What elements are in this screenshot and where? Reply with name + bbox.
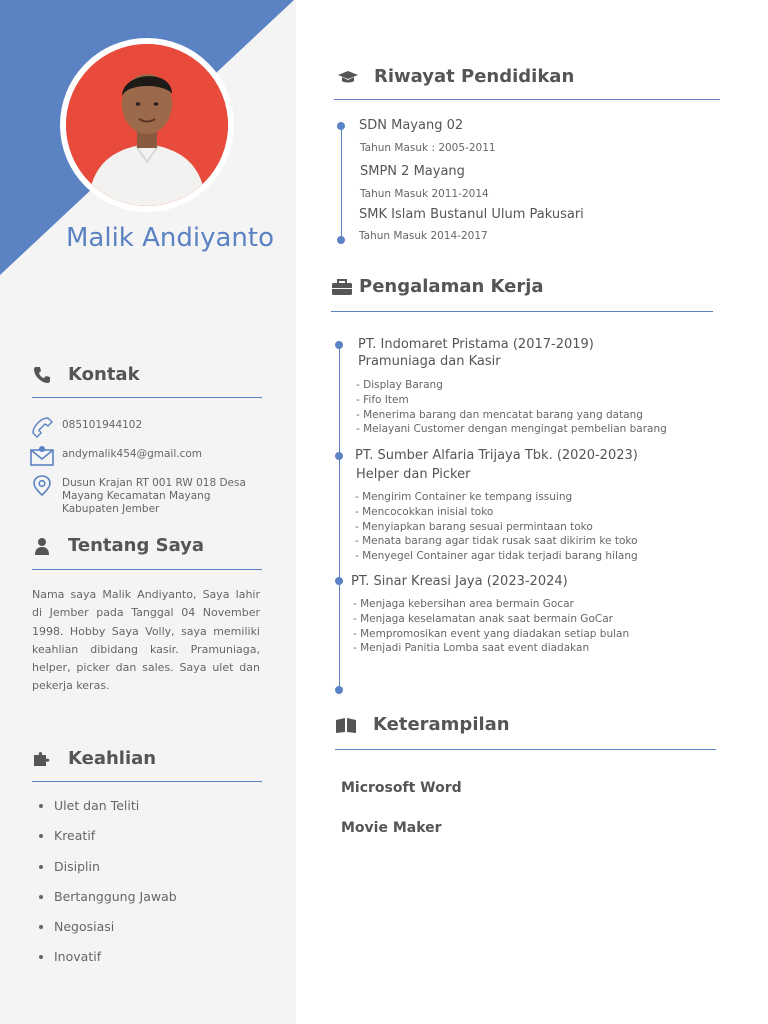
education-school: SMK Islam Bustanul Ulum Pakusari xyxy=(359,207,584,222)
skills-list xyxy=(38,798,177,980)
job-company: PT. Sinar Kreasi Jaya (2023-2024) xyxy=(351,574,568,589)
job-role: Pramuniaga dan Kasir xyxy=(358,354,501,369)
experience-heading: Pengalaman Kerja xyxy=(331,276,544,297)
job-duties: - Display Barang - Fifo Item - Menerima barang dan mencatat barang yang datang - Melayani Customer dengan mengingat pembelian barang xyxy=(356,379,667,436)
skill-item: • Bertanggung Jawab xyxy=(54,889,177,919)
right-skill-item: Microsoft Word xyxy=(341,780,462,796)
contact-heading: Kontak xyxy=(32,364,140,385)
phone-outline-icon xyxy=(30,416,54,438)
contact-address-row xyxy=(30,475,246,516)
contact-divider xyxy=(32,397,262,398)
timeline-dot xyxy=(335,686,343,694)
location-pin-icon xyxy=(30,475,54,497)
right-skills-heading: Keterampilan xyxy=(335,714,510,735)
job-duties: - Mengirim Container ke tempang issuing - Mencocokkan inisial toko - Menyiapkan barang sesuai permintaan toko - Menata barang agar tidak rusak saat dikirim ke toko - Menyegel Container agar tidak terjadi barang hilang xyxy=(355,491,638,563)
right-skill-item: Movie Maker xyxy=(341,820,442,836)
job-company: PT. Sumber Alfaria Trijaya Tbk. (2020-2023) xyxy=(355,448,638,463)
right-skills-divider xyxy=(335,749,716,750)
education-school: SDN Mayang 02 xyxy=(359,118,464,133)
education-school: SMPN 2 Mayang xyxy=(360,164,465,179)
book-icon xyxy=(335,715,357,735)
experience-divider xyxy=(331,311,713,312)
puzzle-icon xyxy=(32,749,52,769)
briefcase-icon xyxy=(331,277,353,297)
timeline-dot xyxy=(337,236,345,244)
email-icon xyxy=(30,445,54,467)
education-year: Tahun Masuk : 2005-2011 xyxy=(360,142,496,154)
contact-phone: 085101944102 xyxy=(62,419,143,431)
job-duties: - Menjaga kebersihan area bermain Gocar - Menjaga keselamatan anak saat bermain GoCar - Mempromosikan event yang diadakan setiap bulan - Menjadi Panitia Lomba saat event diadakan xyxy=(353,598,630,655)
skill-item: • Negosiasi xyxy=(54,919,177,949)
skill-item: • Ulet dan Teliti xyxy=(54,798,177,828)
education-divider xyxy=(334,99,720,100)
phone-icon xyxy=(32,365,52,385)
job-role: Helper dan Picker xyxy=(356,467,471,482)
skill-item: • Inovatif xyxy=(54,949,177,979)
contact-email-row xyxy=(30,445,202,467)
job-company: PT. Indomaret Pristama (2017-2019) xyxy=(358,337,594,352)
skill-item: • Kreatif xyxy=(54,828,177,858)
profile-photo xyxy=(60,38,234,212)
about-text: Nama saya Malik Andiyanto, Saya lahir di Jember pada Tanggal 04 November 1998. Hobby Saya Volly, saya memiliki keahlian dibidang kasir. Pramuniaga, helper, picker dan sales. Saya ulet dan pekerja keras. xyxy=(32,588,260,693)
user-icon xyxy=(32,536,52,556)
about-divider xyxy=(32,569,262,570)
education-timeline xyxy=(341,126,342,240)
person-photo-icon xyxy=(66,44,228,206)
education-heading: Riwayat Pendidikan xyxy=(338,66,574,87)
person-name: Malik Andiyanto xyxy=(65,223,275,253)
timeline-dot xyxy=(337,122,345,130)
experience-timeline xyxy=(339,345,340,690)
education-year: Tahun Masuk 2011-2014 xyxy=(360,188,489,200)
timeline-dot xyxy=(335,341,343,349)
skill-item: • Disiplin xyxy=(54,859,177,889)
education-year: Tahun Masuk 2014-2017 xyxy=(359,230,488,242)
skills-heading: Keahlian xyxy=(32,748,156,769)
timeline-dot xyxy=(335,577,343,585)
graduation-cap-icon xyxy=(338,67,358,87)
skills-divider xyxy=(32,781,262,782)
about-heading: Tentang Saya xyxy=(32,535,204,556)
contact-address: Dusun Krajan RT 001 RW 018 Desa Mayang Kecamatan Mayang Kabupaten Jember xyxy=(62,477,246,515)
timeline-dot xyxy=(335,452,343,460)
contact-email: andymalik454@gmail.com xyxy=(62,448,203,460)
contact-phone-row xyxy=(30,416,142,438)
